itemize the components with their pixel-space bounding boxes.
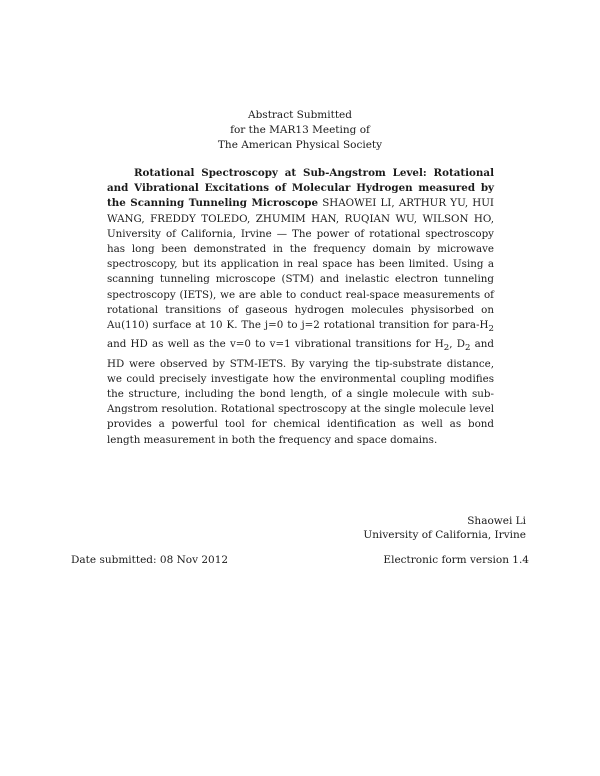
abstract-paragraph — [107, 166, 494, 448]
signature-name: Shaowei Li — [467, 515, 526, 527]
abstract-body-4: and HD were observed by STM-IETS. By varying the tip-substrate distance, we could precisely investigate how the environmental coupling modifies the structure, including the bond length, of a single molecule with sub-Angstrom resolution. Rotational spectroscopy at the single molecule level provides a powerful tool for chemical identification as well as bond length measurement in both the frequency and space domains. — [107, 338, 494, 446]
header-line-2: for the MAR13 Meeting of — [230, 124, 370, 136]
submission-header — [0, 108, 600, 153]
abstract-title: Rotational Spectroscopy at Sub-Angstrom Level: Rotational and Vibrational Excitations of Molecular Hydrogen measured by the Scanning Tunneling Microscope — [107, 167, 494, 210]
subscript: 2 — [464, 343, 471, 354]
abstract-dash: — — [271, 227, 293, 240]
header-line-1: Abstract Submitted — [248, 109, 352, 121]
subscript: 2 — [488, 324, 494, 335]
signature-institution: University of California, Irvine — [363, 529, 526, 541]
abstract-body-2: and HD as well as the v=0 to v=1 vibrational transitions for H — [107, 338, 444, 351]
subscript: 2 — [443, 343, 450, 354]
abstract-body-1: The power of rotational spectroscopy has long been demonstrated in the frequency domain by microwave spectroscopy, but its application in real space has been limited. Using a scanning tunneling microscope (STM) and inelastic electron tunneling spectroscopy (IETS), we are able to conduct real-space measurements of rotational transitions of gaseous hydrogen molecules physisorbed on Au(110) surface at 10 K. The j=0 to j=2 rotational transition for para-H — [107, 227, 495, 332]
date-submitted: Date submitted: 08 Nov 2012 — [71, 554, 229, 566]
abstract-body-3: , D — [449, 338, 465, 351]
abstract-affiliation: University of California, Irvine — [107, 227, 272, 240]
abstract-authors: SHAOWEI LI, ARTHUR YU, HUI WANG, FREDDY TOLEDO, ZHUMIM HAN, RUQIAN WU, WILSON HO, — [107, 197, 494, 225]
form-version: Electronic form version 1.4 — [383, 554, 529, 566]
header-line-3: The American Physical Society — [217, 139, 383, 151]
